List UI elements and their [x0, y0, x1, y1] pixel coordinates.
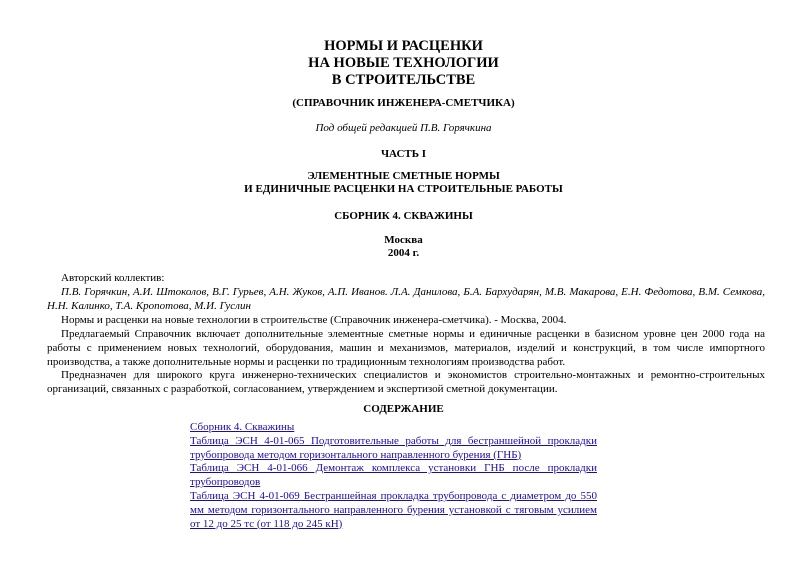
section-heading: [0, 170, 807, 196]
authors-label: Авторский коллектив:: [61, 272, 165, 284]
toc-heading: СОДЕРЖАНИЕ: [363, 403, 444, 415]
city: Москва: [384, 234, 423, 246]
audience-paragraph: Предназначен для широкого круга инженерно-технических специалистов и экономистов строительно-монтажных и ремонтно-строительных организаций, связанных с разработкой, согласованием, утверждением и экспертизой сметной документации.: [47, 369, 765, 395]
year: 2004 г.: [387, 247, 420, 259]
title-line-2: НА НОВЫЕ ТЕХНОЛОГИИ: [308, 55, 499, 71]
toc-link-esn-4-01-066[interactable]: Таблица ЭСН 4-01-066 Демонтаж комплекса установки ГНБ после прокладки трубопроводов: [190, 462, 597, 489]
citation: Нормы и расценки на новые технологии в строительстве (Справочник инженера-сметчика). - Москва, 2004.: [61, 314, 567, 326]
collection-heading: СБОРНИК 4. СКВАЖИНЫ: [334, 210, 473, 222]
title-line-3: В СТРОИТЕЛЬСТВЕ: [331, 72, 476, 88]
section-line-2: И ЕДИНИЧНЫЕ РАСЦЕНКИ НА СТРОИТЕЛЬНЫЕ РАБОТЫ: [244, 183, 563, 195]
toc-link-esn-4-01-065[interactable]: Таблица ЭСН 4-01-065 Подготовительные работы для бестраншейной прокладки трубопровода методом горизонтального направленного бурения (ГНБ): [190, 434, 597, 461]
toc-link-esn-4-01-069[interactable]: Таблица ЭСН 4-01-069 Бестраншейная прокладка трубопровода с диаметром до 550 мм методом горизонтального направленного бурения установкой с тяговым усилием от 12 до 25 тс (от 118 до 245 кН): [190, 489, 597, 530]
document-title: [0, 38, 807, 89]
section-line-1: ЭЛЕМЕНТНЫЕ СМЕТНЫЕ НОРМЫ: [307, 170, 500, 182]
part-heading: ЧАСТЬ I: [380, 148, 427, 160]
toc-link-collection[interactable]: Сборник 4. Скважины: [190, 421, 295, 433]
table-of-contents: [190, 421, 597, 531]
editor-line: Под общей редакцией П.В. Горячкина: [315, 122, 492, 134]
document-subtitle: (СПРАВОЧНИК ИНЖЕНЕРА-СМЕТЧИКА): [292, 97, 515, 109]
description-paragraph: Предлагаемый Справочник включает дополнительные элементные сметные нормы и единичные расценки в базисном уровне цен 2000 года на работы с применением новых технологий, оборудования, машин и механизмов, материалов, изделий и конструкций, в том числе импортного производства, а также дополнительные нормы и расценки по традиционным технологиям производства работ.: [47, 328, 765, 368]
authors-list: П.В. Горячкин, А.И. Штоколов, В.Г. Гурьев, А.Н. Жуков, А.П. Иванов. Л.А. Данилова, Б.А. Бархударян, М.В. Макарова, Е.Н. Федотова, В.М. Семкова, Н.Н. Калинко, Т.А. Кропотова, М.И. Гуслин: [47, 286, 765, 312]
title-line-1: НОРМЫ И РАСЦЕНКИ: [324, 38, 483, 54]
